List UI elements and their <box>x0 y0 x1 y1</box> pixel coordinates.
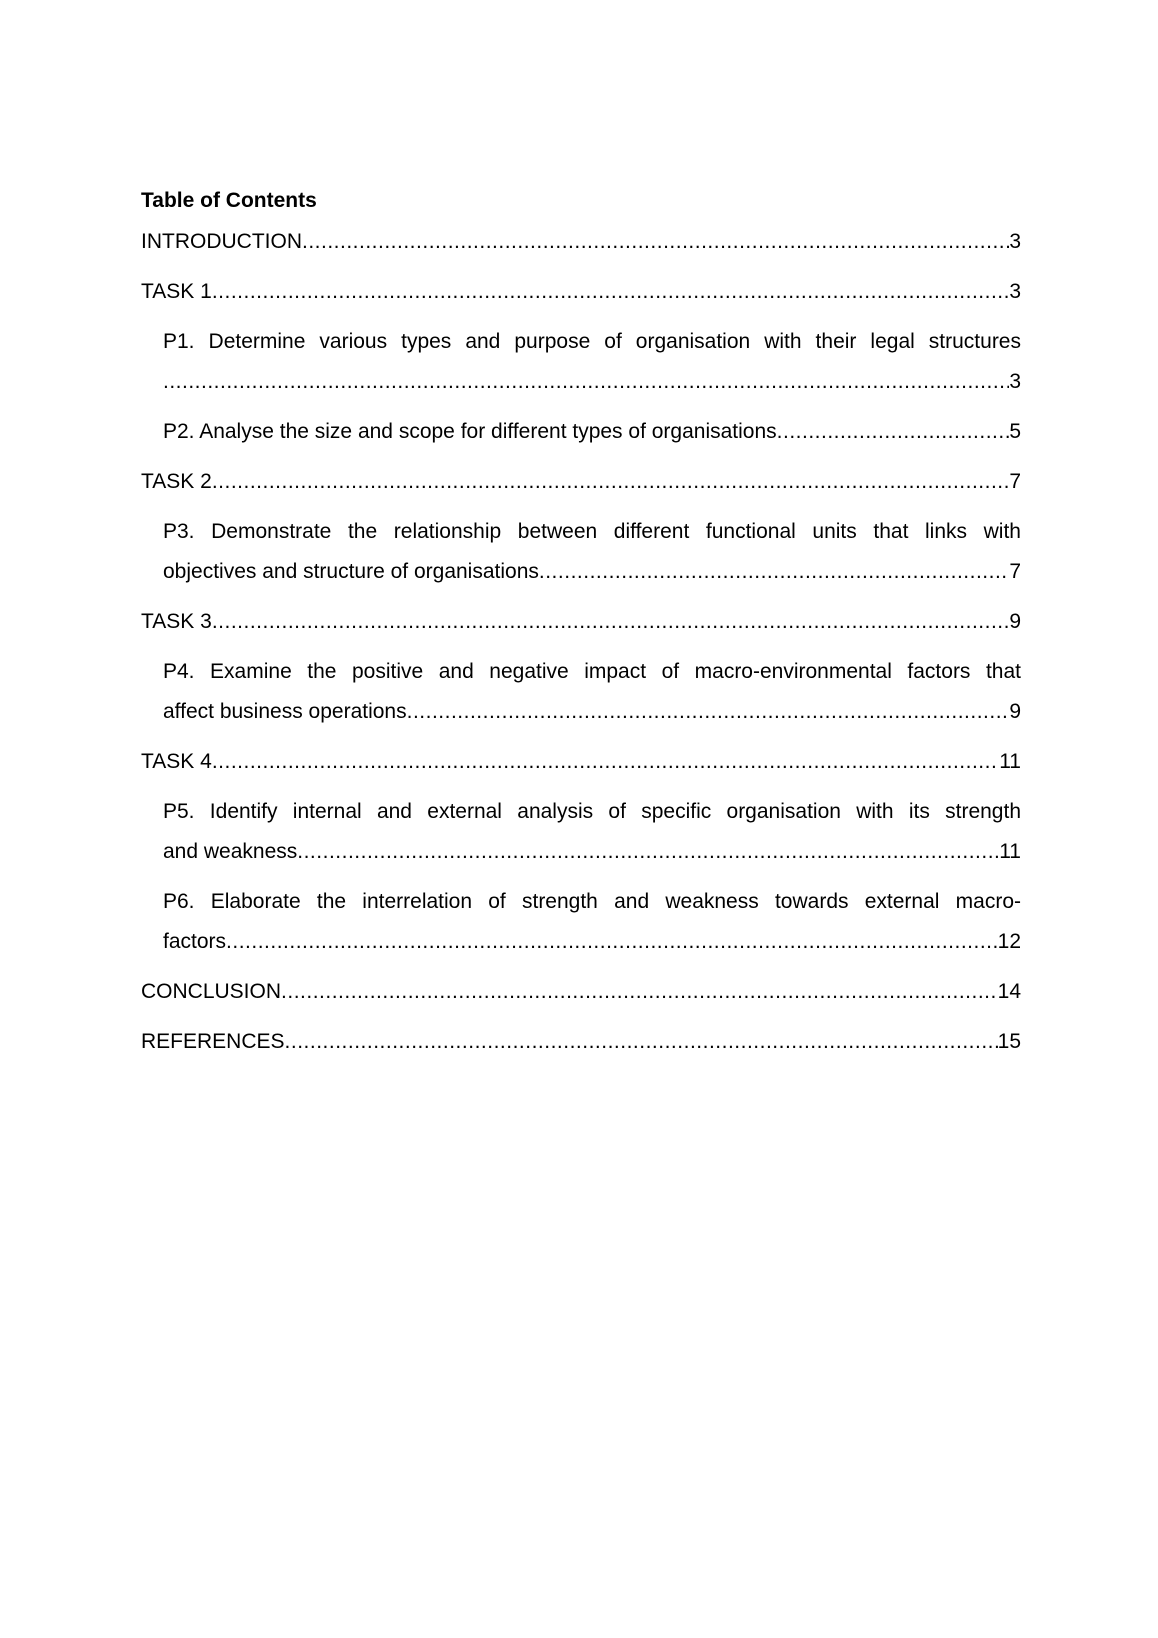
toc-entry-line <box>163 412 1021 452</box>
toc-entry-text: P3. Demonstrate the relationship between different functional units that links with <box>163 520 1021 543</box>
toc-page-number: 3 <box>1009 370 1021 393</box>
leader-dots <box>281 972 998 1012</box>
leader-dots <box>212 272 1010 312</box>
leader-dots <box>302 222 1009 262</box>
toc-entry-text: and weakness <box>163 840 298 863</box>
toc-entry[interactable] <box>163 652 1021 732</box>
toc-entry-text: CONCLUSION <box>141 980 282 1003</box>
toc-entry-line <box>141 602 1021 642</box>
toc-entry-text: P2. Analyse the size and scope for different types of organisations <box>163 420 777 443</box>
toc-entry-line <box>141 742 1021 782</box>
toc-entry[interactable] <box>141 602 1021 642</box>
toc-entry-line <box>141 462 1021 502</box>
toc-page-number: 9 <box>1009 700 1021 723</box>
toc-entry[interactable] <box>141 462 1021 502</box>
toc-entry[interactable] <box>141 222 1021 262</box>
toc-entry[interactable] <box>141 972 1021 1012</box>
toc-entry-text: REFERENCES <box>141 1030 285 1053</box>
leader-dots <box>539 552 1009 592</box>
leader-dots <box>407 692 1010 732</box>
toc-page-number: 3 <box>1009 230 1021 253</box>
toc-entry-text: TASK 3 <box>141 610 212 633</box>
toc-entry-text: TASK 4 <box>141 750 212 773</box>
toc-entry[interactable] <box>141 272 1021 312</box>
toc-entry-text: P5. Identify internal and external analysis of specific organisation with its strength <box>163 800 1021 823</box>
toc-entry[interactable] <box>163 322 1021 402</box>
toc-entry[interactable] <box>141 742 1021 782</box>
toc-entry-line <box>163 692 1021 732</box>
toc-entry[interactable] <box>141 1022 1021 1062</box>
toc-entry-line <box>163 832 1021 872</box>
toc-page-number: 12 <box>997 930 1021 953</box>
toc-entry-text: affect business operations <box>163 700 407 723</box>
leader-dots <box>163 362 1009 402</box>
toc-entry-line <box>163 362 1021 402</box>
leader-dots <box>212 602 1010 642</box>
leader-dots <box>226 922 998 962</box>
toc-page-number: 9 <box>1009 610 1021 633</box>
toc-page-number: 3 <box>1009 280 1021 303</box>
leader-dots <box>777 412 1010 452</box>
toc-entry-text: factors <box>163 930 227 953</box>
toc-entry-line <box>163 922 1021 962</box>
toc-page-number: 7 <box>1009 560 1021 583</box>
leader-dots <box>212 462 1010 502</box>
toc-page-number: 11 <box>999 840 1021 863</box>
leader-dots <box>212 742 999 782</box>
toc-entry-text: objectives and structure of organisations <box>163 560 539 583</box>
toc-entry-line <box>141 222 1021 262</box>
toc-page-number: 15 <box>997 1030 1021 1053</box>
toc-entry-line <box>141 1022 1021 1062</box>
toc-entry-line <box>141 972 1021 1012</box>
toc-entry-line <box>163 552 1021 592</box>
toc-entry-text: P4. Examine the positive and negative impact of macro-environmental factors that <box>163 660 1021 683</box>
toc-entry[interactable] <box>163 792 1021 872</box>
toc-entry[interactable] <box>163 882 1021 962</box>
toc-entry[interactable] <box>163 412 1021 452</box>
toc-entry-text: TASK 2 <box>141 470 212 493</box>
table-of-contents <box>141 186 1021 1072</box>
toc-entry-text: INTRODUCTION <box>141 230 302 253</box>
toc-entry-text: TASK 1 <box>141 280 212 303</box>
toc-title: Table of Contents <box>141 189 317 212</box>
toc-entry-text: P6. Elaborate the interrelation of strength and weakness towards external macro- <box>163 890 1021 913</box>
leader-dots <box>285 1022 998 1062</box>
toc-entry-line <box>141 272 1021 312</box>
toc-page-number: 7 <box>1009 470 1021 493</box>
toc-entries <box>141 222 1021 1062</box>
toc-entry[interactable] <box>163 512 1021 592</box>
toc-page-number: 11 <box>999 750 1021 773</box>
leader-dots <box>297 832 999 872</box>
toc-entry-text: P1. Determine various types and purpose of organisation with their legal structures <box>163 330 1021 353</box>
toc-page-number: 14 <box>997 980 1021 1003</box>
toc-page-number: 5 <box>1009 420 1021 443</box>
